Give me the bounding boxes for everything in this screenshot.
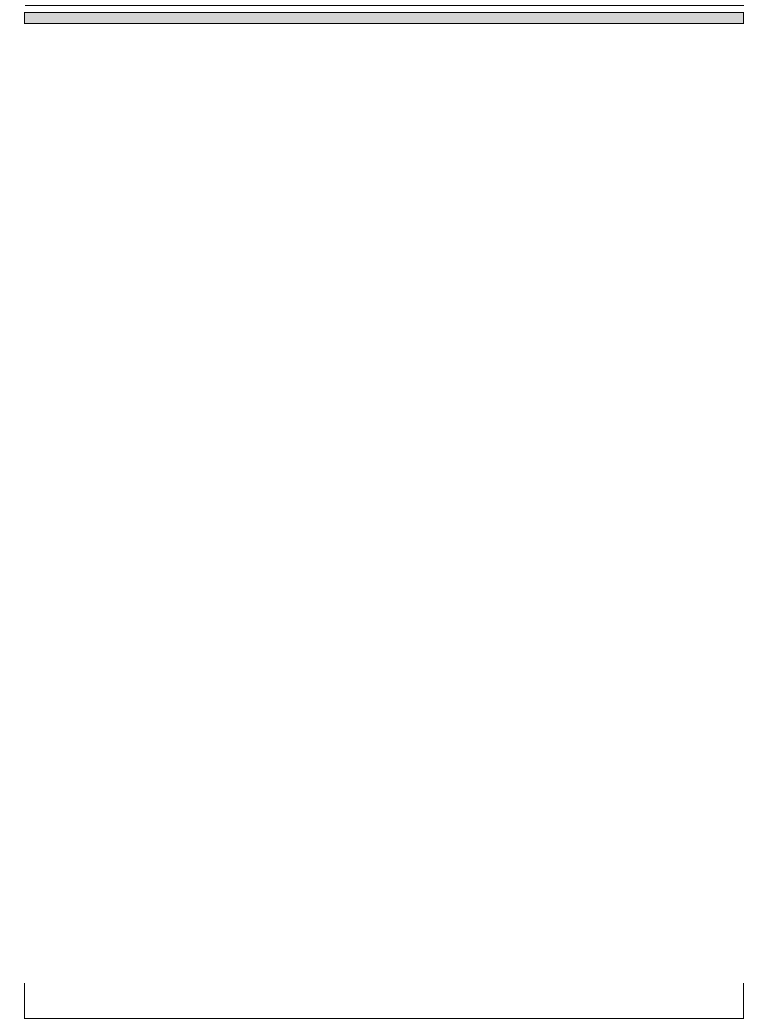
drawing-title bbox=[25, 13, 744, 24]
spec-sheet bbox=[24, 5, 744, 24]
drawing-table bbox=[24, 5, 744, 24]
drawing-area bbox=[24, 983, 744, 1019]
